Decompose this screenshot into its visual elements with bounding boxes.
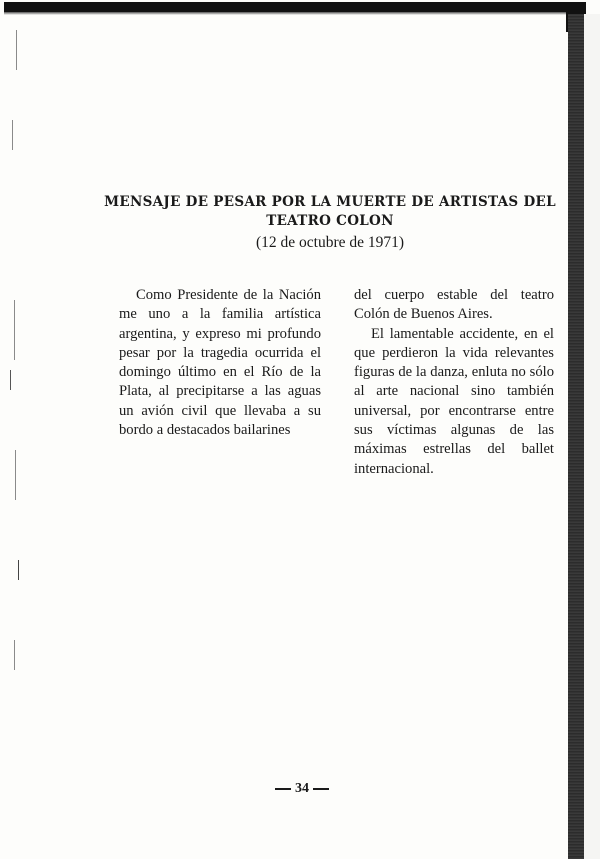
dash-right [313, 788, 329, 790]
scan-right-margin [584, 14, 600, 859]
right-column [354, 286, 554, 479]
scan-speck [12, 120, 13, 150]
scan-speck [14, 640, 15, 670]
scan-top-border [4, 2, 579, 12]
scan-speck [15, 450, 16, 500]
page-number-value: 34 [295, 781, 309, 796]
document-title: MENSAJE DE PESAR POR LA MUERTE DE ARTISTAS DEL TEATRO COLON [104, 194, 556, 229]
paragraph: Como Presidente de la Nación me uno a la familia artística argentina, y expreso mi profundo pesar por la tragedia ocurrida el domingo último en el Río de la Plata, al precipitarse a las aguas un avión civil que llevaba a su bordo a destacados bailarines [119, 287, 321, 439]
scan-speck [14, 300, 15, 360]
scan-speck [10, 370, 11, 390]
document-date: (12 de octubre de 1971) [255, 234, 405, 251]
scan-speck [16, 30, 17, 70]
paragraph: El lamentable accidente, en el que perdieron la vida relevantes figuras de la danza, enluta no sólo al arte nacional sino también universal, por encontrarse entre sus víctimas algunas de las máximas estrellas del ballet internacional. [354, 325, 554, 477]
dash-left [275, 788, 291, 790]
paragraph-continued: del cuerpo estable del teatro Colón de Buenos Aires. [354, 287, 554, 323]
scan-right-border [568, 14, 584, 859]
page-number [262, 781, 342, 797]
scan-speck [18, 560, 19, 580]
left-column [119, 286, 321, 440]
